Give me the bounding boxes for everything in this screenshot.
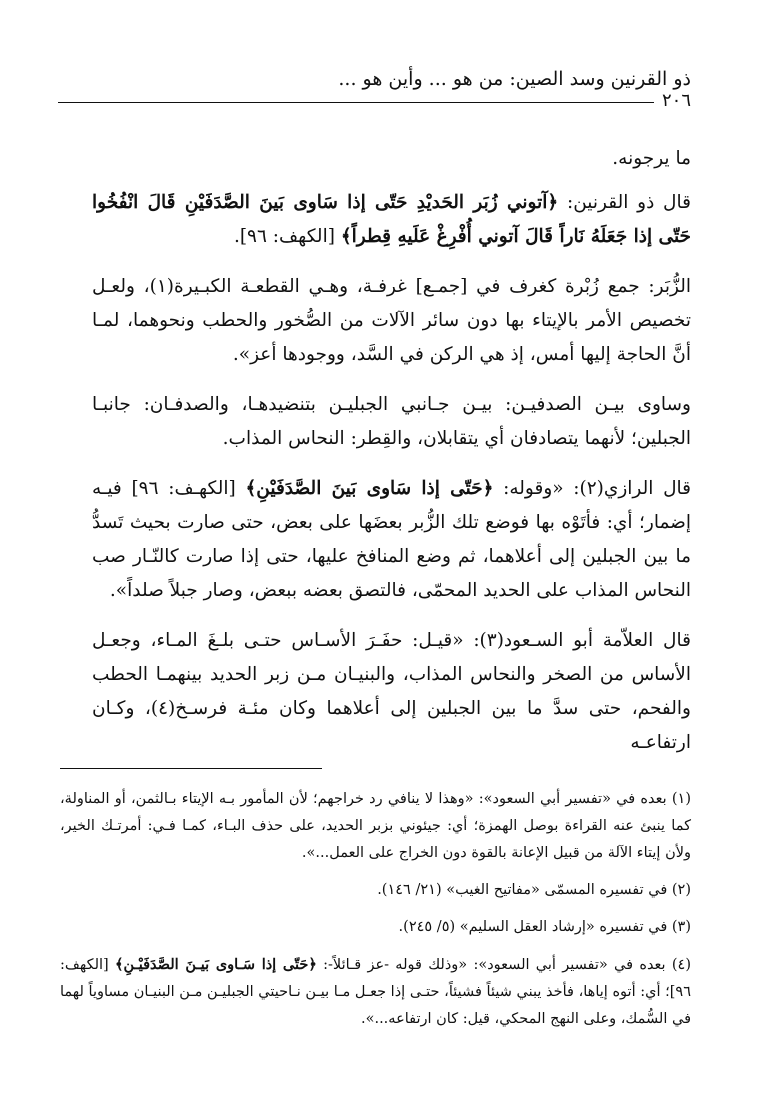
paragraph-2-intro: قال ذو القرنين: [558,192,691,213]
header-rule [58,102,691,103]
paragraph-2 [92,186,691,254]
paragraph-6: قال العلاّمة أبو السـعود(٣): «قيـل: حفَـرَ الأسـاس حتـى بلـغَ المـاء، وجعـل الأساس من الصخر والنحاس المذاب، والبنيـان مـن زبر الحديد بينهمـا الحطب والفحم، حتى سدَّ ما بين الجبلين إلى أعلاهما وكان مئـة فرسـخ(٤)، وكـان ارتفاعـه [92,630,691,753]
quran-verse: ﴿آتوني زُبَر الحَديْدِ حَتّى إذا سَاوى بَينَ الصَّدَفَيْنِ قَالَ انْفُخُوا حَتّى إذا جَعَلَهُ نَاراً قَالَ آتوني أُفْرِغْ عَلَيهِ قِطراً﴾ [92,192,691,247]
paragraph-3: الزُّبَر: جمع زُبْرة كغرف في [جمـع] غرفـة، وهـي القطعـة الكبـيرة(١)، ولعـل تخصيص الأمر بالإيتاء بها دون سائر الآلات من الصُّخور والحطب ونحوهما، لمـا أنَّ الحاجة إليها أمس، إذ هي الركن في السَّد، ووجودها أعز». [92,276,691,365]
main-text [92,142,691,776]
footnote-rule [60,768,322,769]
footnote-2: (٢) في تفسيره المسمّى «مفاتيح الغيب» (٢١/ ١٤٦). [377,882,691,898]
running-title: ذو القرنين وسد الصين: من هو ... وأين هو ... [338,68,691,90]
footnotes [60,786,691,1043]
paragraph-5 [92,472,691,608]
verse-reference: [الكهف: ٩٦]. [233,226,341,247]
footnote-4 [60,951,691,1033]
paragraph-1: ما يرجونه. [612,148,691,169]
quran-verse: ﴿حَتّى إذا سَـاوى بَيـنَ الصَّدَفَيْـنِ﴾ [114,956,317,973]
footnote-4-intro: (٤) بعده في «تفسير أبي السعود»: «وذلك قوله -عز قـائلاً-: [316,957,691,973]
paragraph-5-intro: قال الرازي(٢): «وقوله: [493,478,691,499]
paragraph-5-rest: [الكهـف: ٩٦] فيـه إضمار؛ أي: فأتَوْه بها فوضع تلك الزُّبر بعضَها على بعض، حتى صارت بحيث تَسدُّ ما بين الجبلين إلى أعلاهما، ثم وضع المنافخ عليها، حتى إذا صارت كالنّـار صب النحاس المذاب على الحديد المحمّى، فالتصق بعضه ببعض، وصار جبلاً صلداً». [92,478,691,601]
paragraph-4: وساوى بيـن الصدفيـن: بيـن جـانبي الجبليـن بتنضيدهـا، والصدفـان: جانبـا الجبلين؛ لأنهما يتصادفان أي يتقابلان، والقِطر: النحاس المذاب. [92,394,691,449]
footnote-4-rest: [الكهف: ٩٦]؛ أي: أتوه إياها، فأخذ يبني شيئاً فشيئاً، حتـى إذا جعـل مـا بيـن نـاحيتي الجبليـن مـن البنيـان مساوياً لهما في السُّمك، وعلى النهج المحكي، قيل: كان ارتفاعه...». [60,957,691,1027]
footnote-1: (١) بعده في «تفسير أبي السعود»: «وهذا لا ينافي رد خراجهم؛ لأن المأمور بـه الإيتاء بـالثمن، أو المناولة، كما ينبئ عنه القراءة بوصل الهمزة؛ أي: جيئوني بزبر الحديد، على حذف البـاء، كمـا فـي: أمرتـك الخير، ولأن إيتاء الآلة من قبيل الإعانة بالقوة دون الخراج على العمل...». [60,791,691,861]
quran-verse: ﴿حَتّى إذا سَاوى بَينَ الصَّدَفَيْنِ﴾ [245,478,494,499]
page-number: ٢٠٦ [654,90,691,112]
footnote-3: (٣) في تفسيره «إرشاد العقل السليم» (٥/ ٢٤٥). [398,919,691,935]
